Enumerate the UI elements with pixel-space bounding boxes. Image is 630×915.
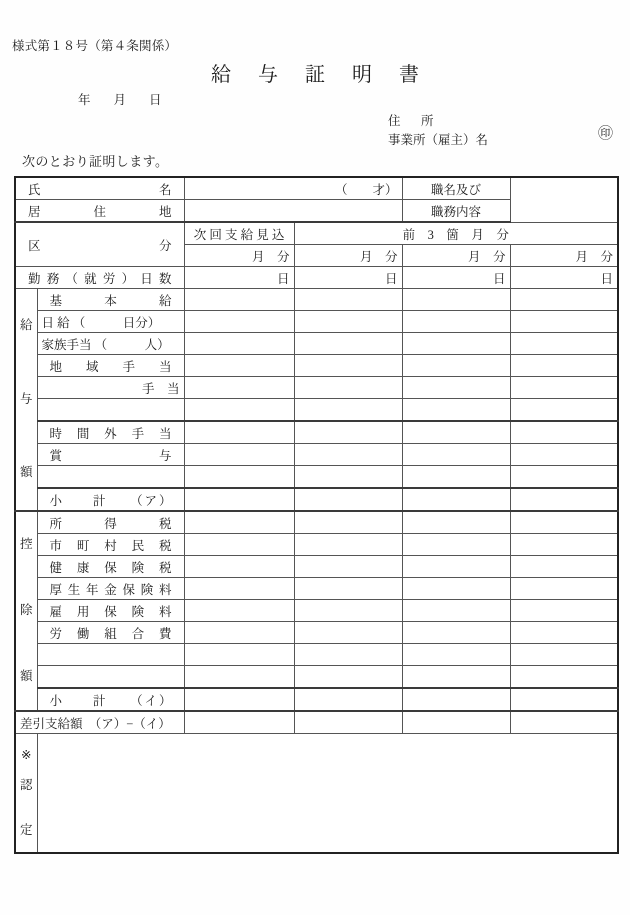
form-number: 様式第１８号（第４条関係） (12, 39, 178, 53)
salary-label-char-2: 額 (20, 465, 33, 480)
table-row-name (15, 177, 618, 200)
table-row-approval-note (15, 734, 618, 854)
net-payment-label: 差引支給額 （ア）−（イ） (15, 711, 184, 734)
table-row-net-payment (15, 711, 618, 734)
salary-row-label-7: 賞 与 (37, 444, 184, 466)
salary-row-6-month-2-cell[interactable] (402, 421, 510, 444)
salary-subtotal-label: 小 計 （ア） (37, 488, 184, 511)
salary-row-8-month-2-cell[interactable] (402, 466, 510, 489)
deduction-row-label-1: 市 町 村 民 税 (37, 534, 184, 556)
workdays-next-cell[interactable]: 日 (184, 267, 294, 289)
issue-date-line (78, 90, 163, 108)
salary-row-7-month-1-cell[interactable] (294, 444, 402, 466)
deduction-label-char-1: 除 (20, 603, 33, 618)
issuer-address-label: 住 所 (388, 114, 438, 128)
salary-row-label-8[interactable] (37, 466, 184, 489)
seal-icon: ㊞ (598, 126, 614, 142)
salary-subtotal-month-3-cell[interactable] (510, 488, 618, 511)
deduction-row-4-next-cell[interactable] (184, 600, 294, 622)
deduction-row-4-month-3-cell[interactable] (510, 600, 618, 622)
table-row-deduction-7 (15, 666, 618, 689)
workdays-month-3-cell[interactable]: 日 (510, 267, 618, 289)
workdays-label: 勤 務 （ 就 労 ） 日 数 (15, 267, 184, 289)
salary-row-0-month-1-cell[interactable] (294, 289, 402, 311)
deduction-row-2-next-cell[interactable] (184, 556, 294, 578)
deduction-subtotal-month-3-cell[interactable] (510, 688, 618, 711)
deduction-row-0-month-3-cell[interactable] (510, 511, 618, 534)
salary-subtotal-month-2-cell[interactable] (402, 488, 510, 511)
salary-row-3-month-2-cell[interactable] (402, 355, 510, 377)
table-row-deduction-subtotal (15, 688, 618, 711)
salary-row-3-month-3-cell[interactable] (510, 355, 618, 377)
approval-note-value-cell[interactable] (37, 734, 618, 854)
salary-row-7-month-2-cell[interactable] (402, 444, 510, 466)
salary-row-2-next-cell[interactable] (184, 333, 294, 355)
deduction-row-5-month-1-cell[interactable] (294, 622, 402, 644)
deduction-row-7-month-3-cell[interactable] (510, 666, 618, 689)
salary-row-6-month-1-cell[interactable] (294, 421, 402, 444)
salary-row-8-month-3-cell[interactable] (510, 466, 618, 489)
deduction-row-3-next-cell[interactable] (184, 578, 294, 600)
deduction-row-label-5: 労 働 組 合 費 (37, 622, 184, 644)
salary-row-0-month-2-cell[interactable] (402, 289, 510, 311)
salary-row-5-month-3-cell[interactable] (510, 399, 618, 422)
deduction-row-label-6[interactable] (37, 644, 184, 666)
name-label: 氏 名 (15, 177, 184, 200)
table-row-workdays (15, 267, 618, 289)
age-note: （ 才） (335, 182, 398, 197)
salary-row-5-month-1-cell[interactable] (294, 399, 402, 422)
residence-value-cell[interactable] (184, 200, 402, 223)
job-title-label: 職名及び (402, 177, 510, 200)
deduction-row-6-month-2-cell[interactable] (402, 644, 510, 666)
salary-section-label (15, 289, 37, 512)
approval-label-char-2: 定 (20, 823, 33, 838)
salary-row-4-next-cell[interactable] (184, 377, 294, 399)
approval-note-label (15, 734, 37, 854)
table-row-column-header-top (15, 222, 618, 245)
table-row-salary-4 (15, 377, 618, 399)
salary-row-3-next-cell[interactable] (184, 355, 294, 377)
salary-row-6-month-3-cell[interactable] (510, 421, 618, 444)
salary-certificate-table (14, 176, 619, 854)
deduction-row-1-next-cell[interactable] (184, 534, 294, 556)
salary-row-label-0: 基 本 給 (37, 289, 184, 311)
deduction-row-3-month-1-cell[interactable] (294, 578, 402, 600)
net-payment-month-2-cell[interactable] (402, 711, 510, 734)
deduction-subtotal-month-2-cell[interactable] (402, 688, 510, 711)
deduction-row-4-month-1-cell[interactable] (294, 600, 402, 622)
table-row-salary-2 (15, 333, 618, 355)
workdays-month-2-cell[interactable]: 日 (402, 267, 510, 289)
deduction-row-0-next-cell[interactable] (184, 511, 294, 534)
salary-row-1-month-2-cell[interactable] (402, 311, 510, 333)
column-header-month-3: 月 分 (510, 245, 618, 267)
salary-row-2-month-3-cell[interactable] (510, 333, 618, 355)
deduction-row-0-month-1-cell[interactable] (294, 511, 402, 534)
deduction-row-label-3: 厚 生 年 金 保 険 料 (37, 578, 184, 600)
salary-row-1-month-1-cell[interactable] (294, 311, 402, 333)
salary-row-4-month-2-cell[interactable] (402, 377, 510, 399)
salary-row-6-next-cell[interactable] (184, 421, 294, 444)
table-row-salary-0 (15, 289, 618, 311)
column-header-past-three-months: 前 3 箇 月 分 (294, 222, 618, 245)
table-row-deduction-0 (15, 511, 618, 534)
salary-row-0-next-cell[interactable] (184, 289, 294, 311)
deduction-row-3-month-3-cell[interactable] (510, 578, 618, 600)
approval-mark-icon: ※ (21, 747, 32, 762)
table-row-salary-7 (15, 444, 618, 466)
deduction-subtotal-month-1-cell[interactable] (294, 688, 402, 711)
salary-row-7-next-cell[interactable] (184, 444, 294, 466)
deduction-row-5-month-3-cell[interactable] (510, 622, 618, 644)
salary-row-5-next-cell[interactable] (184, 399, 294, 422)
job-duty-label: 職務内容 (402, 200, 510, 223)
deduction-section-label (15, 511, 37, 711)
deduction-row-5-month-2-cell[interactable] (402, 622, 510, 644)
deduction-row-1-month-2-cell[interactable] (402, 534, 510, 556)
table-row-deduction-1 (15, 534, 618, 556)
salary-row-3-month-1-cell[interactable] (294, 355, 402, 377)
date-day-label: 日 (149, 93, 163, 107)
salary-row-label-4[interactable]: 手 当 (37, 377, 184, 399)
net-payment-next-cell[interactable] (184, 711, 294, 734)
salary-row-4-month-1-cell[interactable] (294, 377, 402, 399)
salary-row-5-month-2-cell[interactable] (402, 399, 510, 422)
table-row-salary-subtotal (15, 488, 618, 511)
deduction-row-2-month-1-cell[interactable] (294, 556, 402, 578)
table-row-salary-1 (15, 311, 618, 333)
column-header-category: 区 分 (15, 222, 184, 267)
table-row-deduction-6 (15, 644, 618, 666)
deduction-row-7-month-1-cell[interactable] (294, 666, 402, 689)
column-header-next-payment-month: 月 分 (184, 245, 294, 267)
salary-subtotal-month-1-cell[interactable] (294, 488, 402, 511)
table-row-deduction-4 (15, 600, 618, 622)
salary-row-0-month-3-cell[interactable] (510, 289, 618, 311)
date-month-label: 月 (113, 93, 128, 107)
net-payment-month-1-cell[interactable] (294, 711, 402, 734)
salary-row-4-month-3-cell[interactable] (510, 377, 618, 399)
table-row-salary-6 (15, 421, 618, 444)
deduction-row-7-month-2-cell[interactable] (402, 666, 510, 689)
table-row-salary-8 (15, 466, 618, 489)
salary-label-char-1: 与 (20, 391, 33, 406)
deduction-row-0-month-2-cell[interactable] (402, 511, 510, 534)
deduction-row-label-4: 雇 用 保 険 料 (37, 600, 184, 622)
salary-row-1-next-cell[interactable] (184, 311, 294, 333)
table-row-deduction-3 (15, 578, 618, 600)
deduction-row-1-month-3-cell[interactable] (510, 534, 618, 556)
salary-row-label-2: 家族手当 （ 人） (37, 333, 184, 355)
salary-row-8-next-cell[interactable] (184, 466, 294, 489)
deduction-row-1-month-1-cell[interactable] (294, 534, 402, 556)
deduction-row-4-month-2-cell[interactable] (402, 600, 510, 622)
table-row-salary-5 (15, 399, 618, 422)
page-title: 給 与 証 明 書 (211, 64, 430, 86)
table-row-deduction-5 (15, 622, 618, 644)
column-header-month-1: 月 分 (294, 245, 402, 267)
table-row-deduction-2 (15, 556, 618, 578)
salary-row-2-month-2-cell[interactable] (402, 333, 510, 355)
residence-label: 居 住 地 (15, 200, 184, 223)
salary-row-label-5[interactable] (37, 399, 184, 422)
job-description-value-cell[interactable] (510, 177, 618, 222)
deduction-row-7-next-cell[interactable] (184, 666, 294, 689)
date-year-label: 年 (78, 93, 92, 107)
approval-label-char-1: 認 (20, 778, 33, 793)
deduction-label-char-0: 控 (20, 537, 33, 552)
salary-label-char-0: 給 (20, 317, 33, 332)
deduction-row-6-month-1-cell[interactable] (294, 644, 402, 666)
deduction-row-2-month-3-cell[interactable] (510, 556, 618, 578)
salary-row-label-6: 時 間 外 手 当 (37, 421, 184, 444)
salary-row-label-3: 地 域 手 当 (37, 355, 184, 377)
issuer-employer-label: 事業所（雇主）名 (388, 133, 489, 147)
deduction-label-char-2: 額 (20, 669, 33, 684)
table-row-salary-3 (15, 355, 618, 377)
salary-row-2-month-1-cell[interactable] (294, 333, 402, 355)
salary-row-8-month-1-cell[interactable] (294, 466, 402, 489)
certification-statement: 次のとおり証明します。 (22, 154, 169, 169)
deduction-row-label-0: 所 得 税 (37, 511, 184, 534)
salary-row-7-month-3-cell[interactable] (510, 444, 618, 466)
deduction-row-3-month-2-cell[interactable] (402, 578, 510, 600)
name-value-cell[interactable] (184, 177, 402, 200)
deduction-row-6-next-cell[interactable] (184, 644, 294, 666)
column-header-month-2: 月 分 (402, 245, 510, 267)
salary-row-label-1: 日 給 （ 日分） (37, 311, 184, 333)
net-payment-month-3-cell[interactable] (510, 711, 618, 734)
deduction-row-label-2: 健 康 保 険 税 (37, 556, 184, 578)
deduction-subtotal-label: 小 計 （イ） (37, 688, 184, 711)
salary-subtotal-next-cell[interactable] (184, 488, 294, 511)
deduction-row-2-month-2-cell[interactable] (402, 556, 510, 578)
deduction-row-5-next-cell[interactable] (184, 622, 294, 644)
deduction-row-label-7[interactable] (37, 666, 184, 689)
salary-row-1-month-3-cell[interactable] (510, 311, 618, 333)
workdays-month-1-cell[interactable]: 日 (294, 267, 402, 289)
deduction-row-6-month-3-cell[interactable] (510, 644, 618, 666)
column-header-next-payment: 次 回 支 給 見 込 (184, 222, 294, 245)
issuer-block (388, 112, 488, 150)
deduction-subtotal-next-cell[interactable] (184, 688, 294, 711)
